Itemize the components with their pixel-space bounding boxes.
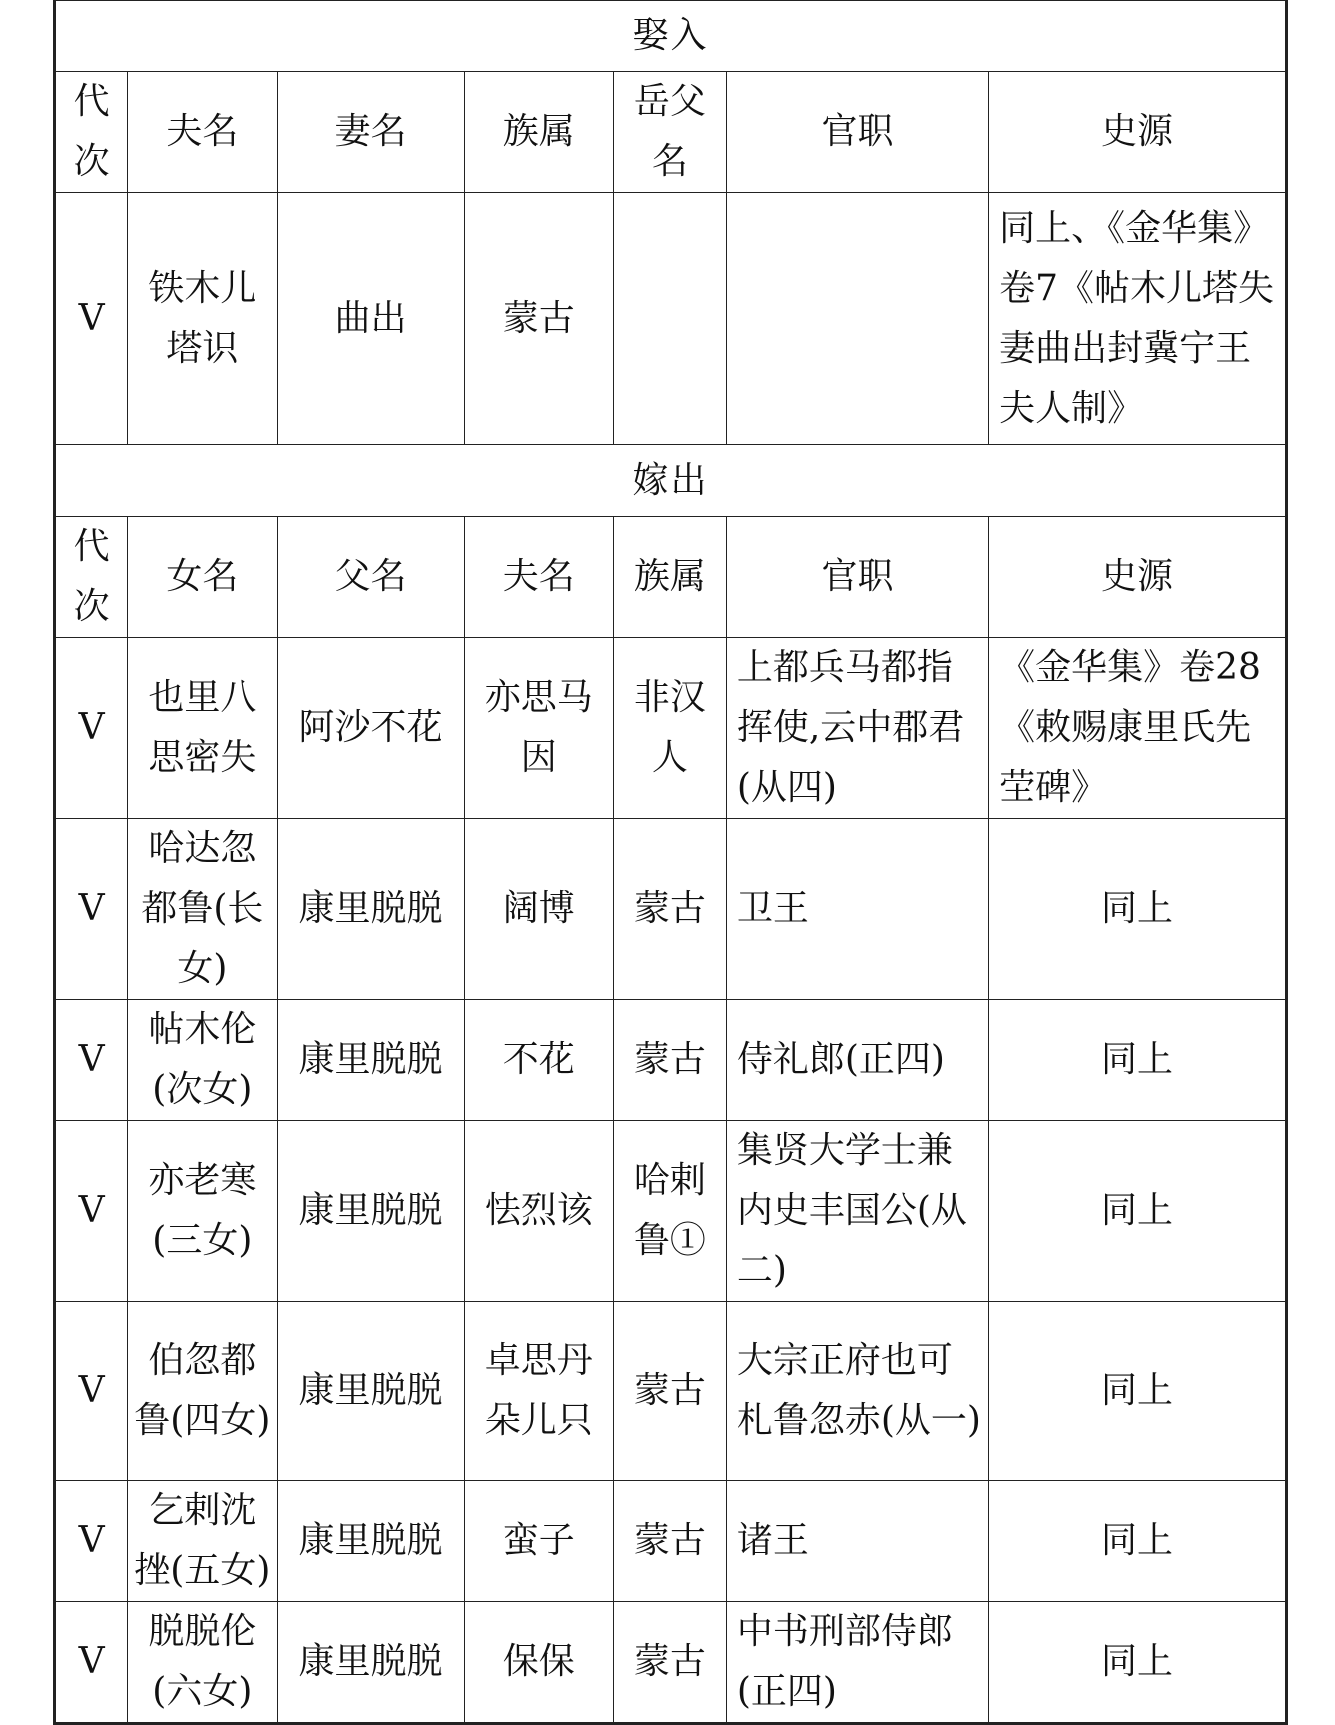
ethnicity-cell: 蒙古 [613, 1000, 726, 1121]
daughter-cell: 脱脱伦(六女) [128, 1602, 277, 1724]
header-cell: 史源 [989, 72, 1287, 193]
source-cell: 同上 [989, 1000, 1287, 1121]
header-cell: 岳父名 [613, 72, 726, 193]
ethnicity-cell: 蒙古 [613, 819, 726, 1000]
table-row [55, 193, 1287, 445]
ethnicity-cell: 蒙古 [464, 193, 613, 445]
table-row [55, 819, 1287, 1000]
daughter-cell: 亦老寒(三女) [128, 1121, 277, 1302]
husband-cell: 阔博 [464, 819, 613, 1000]
father-cell: 阿沙不花 [277, 638, 464, 819]
generation-cell: V [55, 1000, 128, 1121]
wife-cell: 曲出 [277, 193, 464, 445]
husband-cell: 不花 [464, 1000, 613, 1121]
header-row-married-in [55, 72, 1287, 193]
ethnicity-cell: 蒙古 [613, 1481, 726, 1602]
source-cell: 《金华集》卷28《敕赐康里氏先茔碑》 [989, 638, 1287, 819]
office-cell: 大宗正府也可札鲁忽赤(从一) [726, 1302, 988, 1481]
source-cell: 同上 [989, 819, 1287, 1000]
father-in-law-cell [613, 193, 726, 445]
generation-cell: V [55, 193, 128, 445]
father-cell: 康里脱脱 [277, 819, 464, 1000]
header-cell: 女名 [128, 517, 277, 638]
daughter-cell: 乞剌沈挫(五女) [128, 1481, 277, 1602]
husband-cell: 铁木儿塔识 [128, 193, 277, 445]
header-cell: 官职 [726, 72, 988, 193]
section-title-married-in: 娶入 [55, 1, 1287, 72]
header-row-married-out [55, 517, 1287, 638]
daughter-cell: 伯忽都鲁(四女) [128, 1302, 277, 1481]
ethnicity-cell: 哈剌鲁① [613, 1121, 726, 1302]
header-cell: 代次 [55, 72, 128, 193]
ethnicity-cell: 非汉人 [613, 638, 726, 819]
table-row [55, 638, 1287, 819]
husband-cell: 亦思马因 [464, 638, 613, 819]
header-cell: 夫名 [464, 517, 613, 638]
office-cell: 卫王 [726, 819, 988, 1000]
source-cell: 同上 [989, 1481, 1287, 1602]
section-header-married-in [55, 1, 1287, 72]
daughter-cell: 哈达忽都鲁(长女) [128, 819, 277, 1000]
ethnicity-cell: 蒙古 [613, 1602, 726, 1724]
generation-cell: V [55, 1121, 128, 1302]
daughter-cell: 帖木伦(次女) [128, 1000, 277, 1121]
office-cell: 中书刑部侍郎(正四) [726, 1602, 988, 1724]
header-cell: 族属 [464, 72, 613, 193]
table-row [55, 1481, 1287, 1602]
header-cell: 官职 [726, 517, 988, 638]
header-cell: 父名 [277, 517, 464, 638]
kinship-table [53, 0, 1288, 1725]
generation-cell: V [55, 1302, 128, 1481]
office-cell: 侍礼郎(正四) [726, 1000, 988, 1121]
table-row [55, 1602, 1287, 1724]
father-cell: 康里脱脱 [277, 1602, 464, 1724]
header-cell: 夫名 [128, 72, 277, 193]
office-cell: 集贤大学士兼内史丰国公(从二) [726, 1121, 988, 1302]
header-cell: 代次 [55, 517, 128, 638]
father-cell: 康里脱脱 [277, 1000, 464, 1121]
father-cell: 康里脱脱 [277, 1121, 464, 1302]
generation-cell: V [55, 1481, 128, 1602]
header-cell: 史源 [989, 517, 1287, 638]
husband-cell: 蛮子 [464, 1481, 613, 1602]
father-cell: 康里脱脱 [277, 1302, 464, 1481]
table-row [55, 1121, 1287, 1302]
table-row [55, 1302, 1287, 1481]
source-cell: 同上、《金华集》卷7《帖木儿塔失妻曲出封冀宁王夫人制》 [989, 193, 1287, 445]
generation-cell: V [55, 819, 128, 1000]
ethnicity-cell: 蒙古 [613, 1302, 726, 1481]
generation-cell: V [55, 1602, 128, 1724]
section-title-married-out: 嫁出 [55, 445, 1287, 517]
header-cell: 族属 [613, 517, 726, 638]
office-cell [726, 193, 988, 445]
header-cell: 妻名 [277, 72, 464, 193]
generation-cell: V [55, 638, 128, 819]
husband-cell: 怯烈该 [464, 1121, 613, 1302]
office-cell: 诸王 [726, 1481, 988, 1602]
table-row [55, 1000, 1287, 1121]
source-cell: 同上 [989, 1602, 1287, 1724]
source-cell: 同上 [989, 1302, 1287, 1481]
father-cell: 康里脱脱 [277, 1481, 464, 1602]
source-cell: 同上 [989, 1121, 1287, 1302]
husband-cell: 卓思丹朵儿只 [464, 1302, 613, 1481]
daughter-cell: 也里八思密失 [128, 638, 277, 819]
office-cell: 上都兵马都指挥使,云中郡君(从四) [726, 638, 988, 819]
section-header-married-out [55, 445, 1287, 517]
husband-cell: 保保 [464, 1602, 613, 1724]
